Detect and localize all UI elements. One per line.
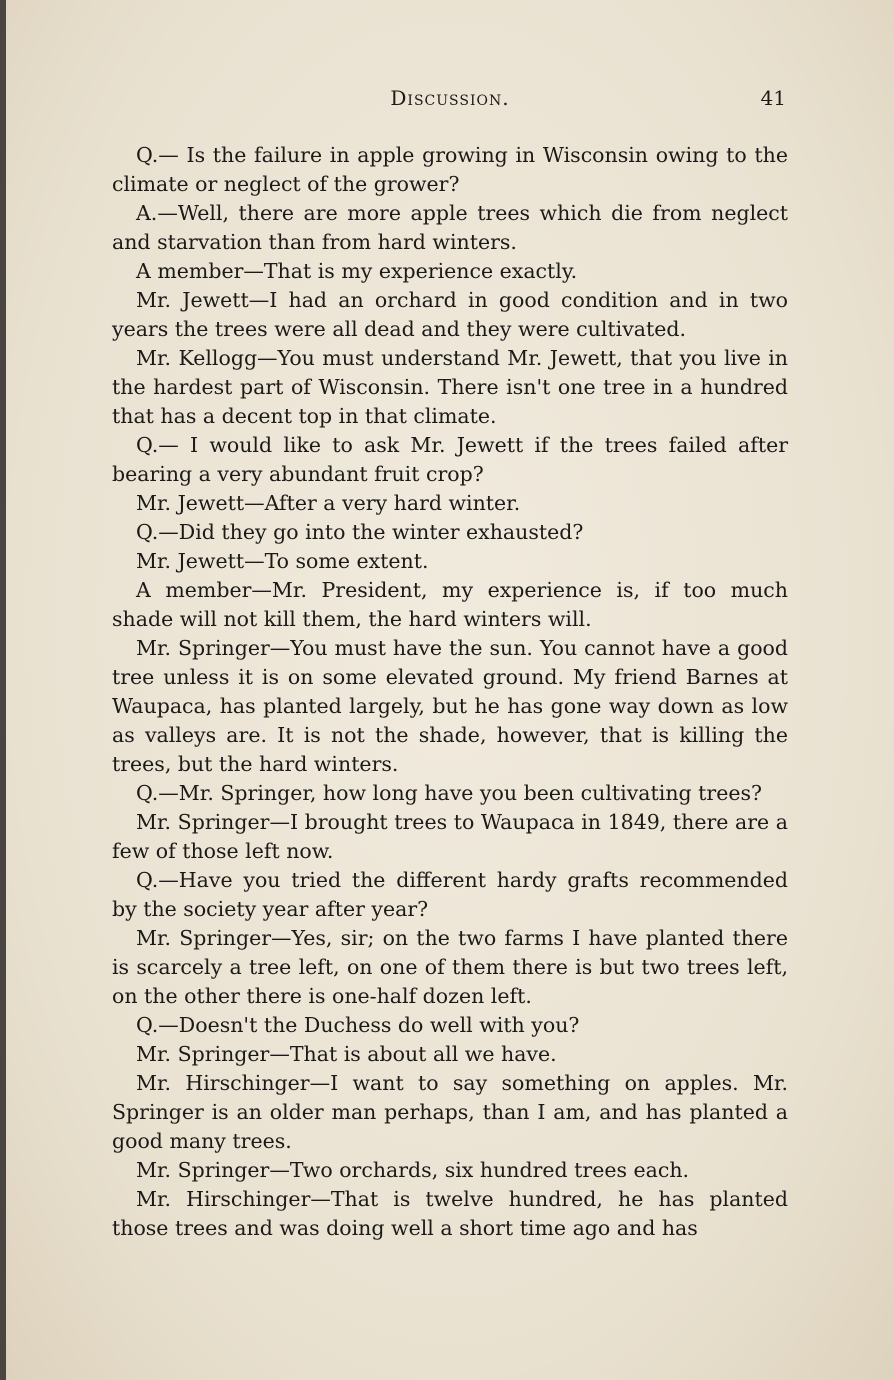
paragraph: Mr. Hirschinger—I want to say something on apples. Mr. Springer is an older man perhaps, than I am, and has planted a good many trees. <box>112 1071 788 1153</box>
paragraph: Mr. Springer—Yes, sir; on the two farms I have planted there is scarcely a tree left, on one of them there is but two trees left, on the other there is one-half dozen left. <box>112 926 788 1008</box>
paragraph: Q.—Did they go into the winter exhausted? <box>136 520 584 544</box>
paragraph: Mr. Springer—I brought trees to Waupaca in 1849, there are a few of those left now. <box>112 810 788 863</box>
paragraph: Mr. Springer—That is about all we have. <box>136 1042 557 1066</box>
running-title: Discussion. <box>390 86 510 110</box>
page-number: 41 <box>760 86 786 110</box>
paragraph: Mr. Kellogg—You must understand Mr. Jewett, that you live in the hardest part of Wisconsin. There isn't one tree in a hundred that has a decent top in that climate. <box>112 346 788 428</box>
paragraph: Mr. Jewett—I had an orchard in good condition and in two years the trees were all dead and they were cultivated. <box>112 288 788 341</box>
paragraph: Q.—Have you tried the different hardy grafts recommended by the society year after year? <box>112 868 788 921</box>
body-text <box>112 141 788 1243</box>
paragraph: Mr. Springer—Two orchards, six hundred trees each. <box>136 1158 690 1182</box>
page-header <box>112 86 788 116</box>
paragraph: Q.—Mr. Springer, how long have you been cultivating trees? <box>136 781 762 805</box>
paragraph: Mr. Springer—You must have the sun. You cannot have a good tree unless it is on some elevated ground. My friend Barnes at Waupaca, has planted largely, but he has gone way down as low as valleys are. It is not the shade, however, that is killing the trees, but the hard winters. <box>112 636 788 776</box>
paragraph: Q.—Doesn't the Duchess do well with you? <box>136 1013 580 1037</box>
paragraph: Mr. Jewett—After a very hard winter. <box>136 491 521 515</box>
paragraph: Mr. Hirschinger—That is twelve hundred, he has planted those trees and was doing well a short time ago and has <box>112 1187 788 1240</box>
paragraph: A member—Mr. President, my experience is, if too much shade will not kill them, the hard winters will. <box>112 578 788 631</box>
paragraph: Q.— Is the failure in apple growing in Wisconsin owing to the climate or neglect of the grower? <box>112 143 788 196</box>
paragraph: Mr. Jewett—To some extent. <box>136 549 429 573</box>
paragraph: Q.— I would like to ask Mr. Jewett if the trees failed after bearing a very abundant fruit crop? <box>112 433 788 486</box>
paragraph: A member—That is my experience exactly. <box>136 259 578 283</box>
paragraph: A.—Well, there are more apple trees which die from neglect and starvation than from hard winters. <box>112 201 788 254</box>
